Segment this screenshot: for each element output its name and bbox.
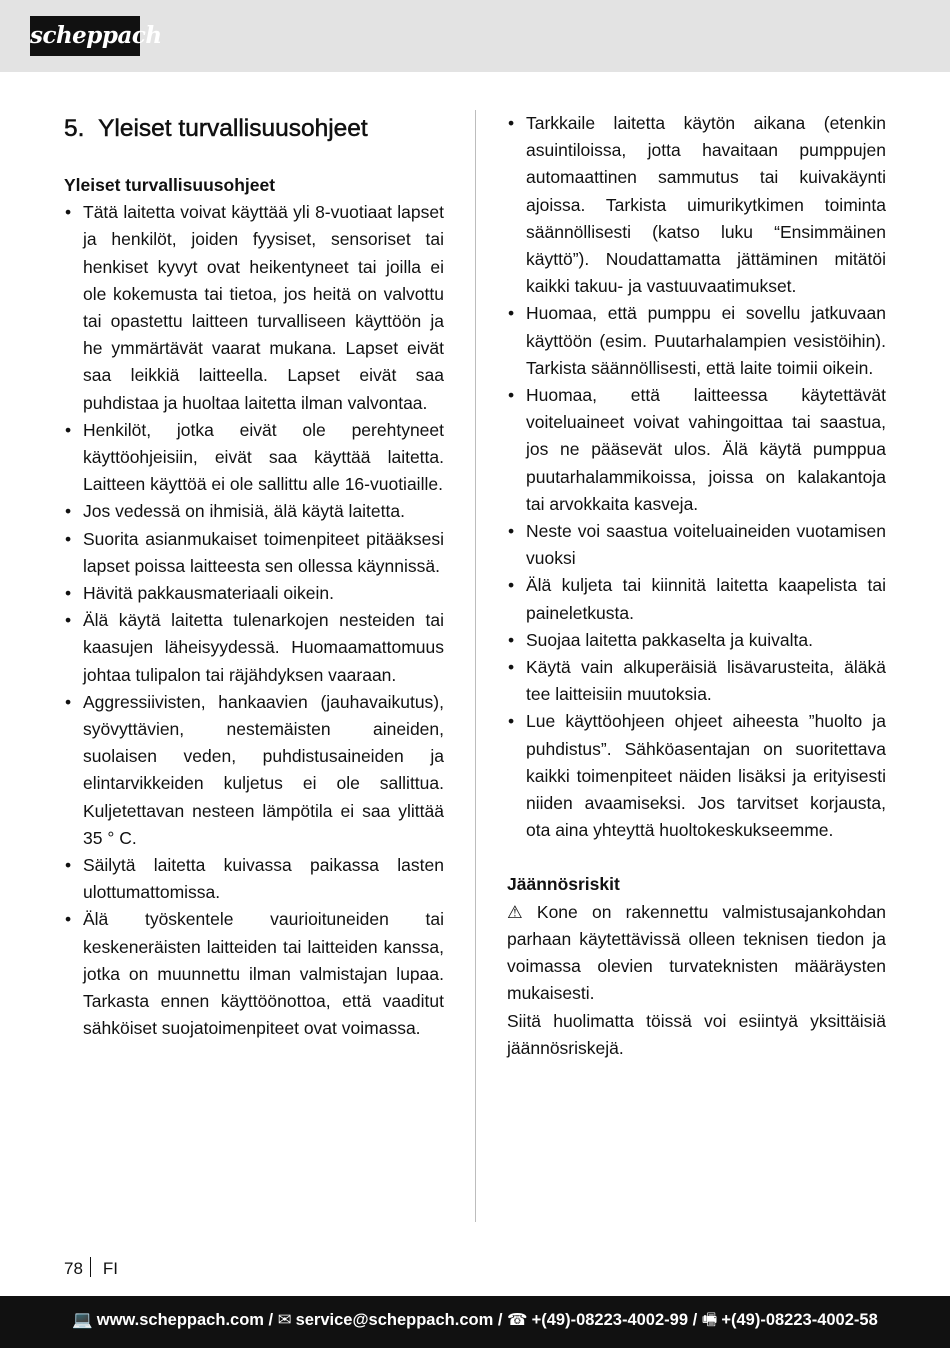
section-title-text: Yleiset turvallisuusohjeet [98,115,368,142]
list-item: • Älä työskentele vaurioituneiden tai keskeneräisten laitteiden tai laitteiden kanssa, jotka on muunnettu ilman valmistajan lupaa. Tarkasta ennen käyttöönottoa, että vaaditut sähköiset suojatoimenpiteet ovat voimassa. [64,906,444,1042]
list-item: • Suojaa laitetta pakkaselta ja kuivalta. [507,627,886,654]
list-item: • Neste voi saastua voiteluaineiden vuotamisen vuoksi [507,518,886,572]
brand-logo: scheppach [30,16,140,56]
list-item: • Älä käytä laitetta tulenarkojen nesteiden tai kaasujen läheisyydessä. Huomaamattomuus johtaa tulipalon tai räjähdyksen vaaraan. [64,607,444,689]
residual-risks-note: Siitä huolimatta töissä voi esiintyä yksittäisiä jäännösriskejä. [507,1010,886,1058]
safety-list-left [64,199,444,1042]
page-language: FI [102,1259,119,1278]
footer-separator: / [268,1311,274,1329]
safety-list-right [507,110,886,844]
left-column [64,110,444,1043]
residual-risks-text: Kone on rakennettu valmistusajankohdan parhaan käytettävissä olleen teknisen tiedon ja voimassa olevien turvateknisten määräysten mukaisesti. [507,901,886,1004]
footer-phone: +(49)-08223-4002-99 [531,1311,688,1329]
footer-separator: / [497,1311,503,1329]
mail-icon: ✉ [277,1311,292,1329]
footer-email-link[interactable]: service@scheppach.com [295,1311,494,1329]
phone-icon: ☎ [507,1311,528,1329]
footer-website-link[interactable]: www.scheppach.com [96,1311,264,1329]
list-item: • Suorita asianmukaiset toimenpiteet pitääksesi lapset poissa laitteesta sen ollessa käynnissä. [64,526,444,580]
warning-icon: ⚠ [507,901,523,922]
list-item: • Käytä vain alkuperäisiä lisävarusteita, äläkä tee laitteisiin muutoksia. [507,654,886,708]
page-number-area [64,1257,118,1281]
residual-risks-paragraph [507,899,886,1008]
section-title [64,114,444,144]
list-item: • Henkilöt, jotka eivät ole perehtyneet käyttöohjeisiin, eivät saa käyttää laitetta. Laitteen käyttöä ei ole sallittu alle 16-vuotiaille. [64,417,444,499]
list-item: • Säilytä laitetta kuivassa paikassa lasten ulottumattomissa. [64,852,444,906]
footer-fax: +(49)-08223-4002-58 [721,1311,878,1329]
footer-bar [0,1296,950,1348]
section-number: 5. [64,115,85,142]
list-item: • Älä kuljeta tai kiinnitä laitetta kaapelista tai paineletkusta. [507,572,886,626]
list-item: • Aggressiivisten, hankaavien (jauhavaikutus), syövyttävien, nestemäisten aineiden, suolaisen veden, puhdistusaineiden ja elintarvikkeiden kuljetus ei ole sallittua. Kuljetettavan nesteen lämpötila ei saa ylittää 35 ° C. [64,689,444,852]
computer-icon: 💻 [72,1311,93,1329]
list-item: • Huomaa, että laitteessa käytettävät voiteluaineet voivat vahingoittaa tai saastua, jos ne pääsevät ulos. Älä käytä pumppua puutarhalammikoissa, joissa on kalakantoja tai arvokkaita kasveja. [507,382,886,518]
list-item: • Tätä laitetta voivat käyttää yli 8-vuotiaat lapset ja henkilöt, joiden fyysiset, sensoriset tai henkiset kyvyt ovat heikentyneet tai joilla ei ole kokemusta tai tietoa, jos heitä on valvottu tai opastettu laitteen turvalliseen käyttöön ja he ymmärtävät vaarat mukana. Lapset eivät saa leikkiä laitteella. Lapset eivät saa puhdistaa ja huoltaa laitetta ilman valvontaa. [64,199,444,417]
residual-risks-heading: Jäännösriskit [507,874,620,895]
list-item: • Jos vedessä on ihmisiä, älä käytä laitetta. [64,498,444,525]
fax-icon: 🖷 [701,1311,718,1329]
list-item: • Tarkkaile laitetta käytön aikana (etenkin asuintiloissa, jotta havaitaan pumppujen automaattinen sammutus tai kuivakäynti ajoissa. Tarkista uimurikytkimen toiminta säännöllisesti (katso luku “Ensimmäinen käyttö”). Noudattamatta jättäminen mitätöi kaikki takuu- ja vastuuvaatimukset. [507,110,886,300]
header-bar [0,0,950,72]
list-item: • Hävitä pakkausmateriaali oikein. [64,580,444,607]
page-number: 78 [64,1259,83,1278]
right-column [507,110,886,1062]
list-item: • Huomaa, että pumppu ei sovellu jatkuvaan käyttöön (esim. Puutarhalampien vesistöihin). Tarkista säännöllisesti, että laite toimii oikein. [507,300,886,382]
page-number-separator [90,1257,91,1277]
column-divider [475,110,476,1222]
footer-separator: / [692,1311,698,1329]
section-subheading: Yleiset turvallisuusohjeet [64,175,276,195]
list-item: • Lue käyttöohjeen ohjeet aiheesta ”huolto ja puhdistus”. Sähköasentajan on suoritettava kaikki toimenpiteet näiden lisäksi ja erityisesti niiden avaamiseksi. Jos tarvitset korjausta, ota aina yhteyttä huoltokeskukseemme. [507,708,886,844]
